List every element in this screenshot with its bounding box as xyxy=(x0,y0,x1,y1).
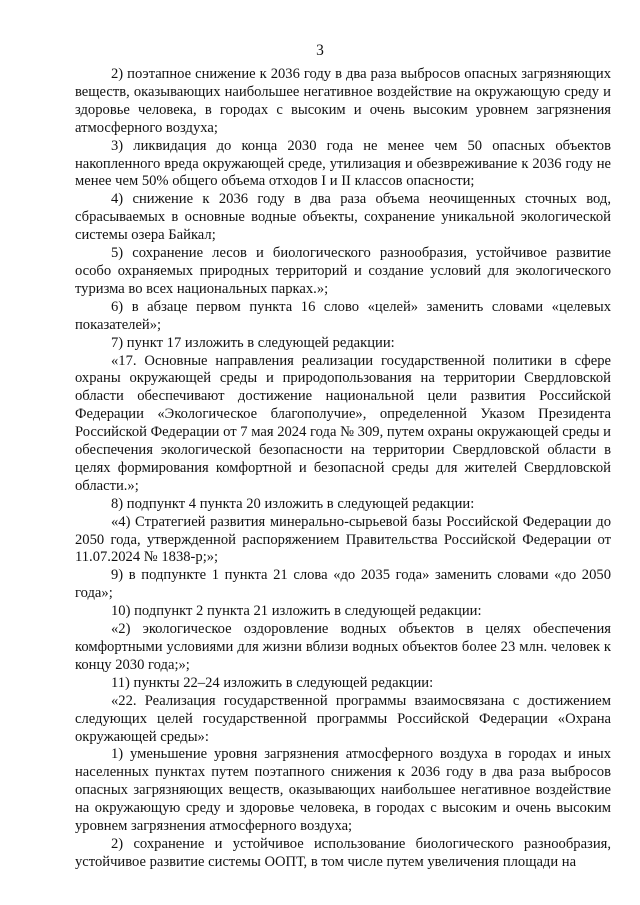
paragraph-subitem-3: 3) ликвидация до конца 2030 года не менее чем 50 опасных объектов накопленного вреда окружающей среде, утилизация и обезвреживание к 2036 году не менее чем 50% общего объема отходов I и II классов опасности; xyxy=(75,137,611,190)
document-body xyxy=(75,66,611,872)
paragraph-amendment-9: 9) в подпункте 1 пункта 21 слова «до 2035 года» заменить словами «до 2050 года»; xyxy=(75,567,611,602)
paragraph-subitem-5: 5) сохранение лесов и биологического разнообразия, устойчивое развитие особо охраняемых природных территорий и создание условий для экологического туризма во всех национальных парках.»; xyxy=(75,245,611,297)
paragraph-point-22: «22. Реализация государственной программы взаимосвязана с достижением следующих целей государственной программы Российской Федерации «Охрана окружающей среды»: xyxy=(75,692,611,745)
paragraph-amendment-6: 6) в абзаце первом пункта 16 слово «целей» заменить словами «целевых показателей»; xyxy=(75,298,611,333)
paragraph-subitem-2-water: «2) экологическое оздоровление водных объектов в целях обеспечения комфортными условиями для жизни вблизи водных объектов более 23 млн. человек к концу 2030 года;»; xyxy=(75,621,611,673)
page-number: 3 xyxy=(316,42,324,59)
paragraph-point-17: «17. Основные направления реализации государственной политики в сфере охраны окружающей среды и природопользования на территории Свердловской области обеспечивают достижение национальной цели развития Российской Федерации «Экологическое благополучие», определенной Указом Президента Российской Федерации от 7 мая 2024 года № 309, путем охраны окружающей среды и обеспечения экологической безопасности на территории Свердловской области в целях формирования комфортной и безопасной среды для жителей Свердловской области.»; xyxy=(75,352,611,494)
paragraph-subitem-4-strategy: «4) Стратегией развития минерально-сырьевой базы Российской Федерации до 2050 года, утвержденной распоряжением Правительства Российской Федерации от 11.07.2024 № 1838-р;»; xyxy=(75,513,611,566)
paragraph-goal-1: 1) уменьшение уровня загрязнения атмосферного воздуха в городах и иных населенных пунктах путем поэтапного снижения к 2036 году в два раза выбросов опасных загрязняющих веществ, оказывающих наибольшее негативное воздействие на окружающую среду и здоровье человека, в городах с высоким и очень высоким уровнем загрязнения атмосферного воздуха; xyxy=(75,746,611,835)
paragraph-amendment-10: 10) подпункт 2 пункта 21 изложить в следующей редакции: xyxy=(111,603,482,620)
paragraph-subitem-4: 4) снижение к 2036 году в два раза объема неочищенных сточных вод, сбрасываемых в основные водные объекты, сохранение уникальной экологической системы озера Байкал; xyxy=(75,191,611,244)
paragraph-amendment-8: 8) подпункт 4 пункта 20 изложить в следующей редакции: xyxy=(111,495,475,512)
paragraph-subitem-2: 2) поэтапное снижение к 2036 году в два раза выбросов опасных загрязняющих веществ, оказывающих наибольшее негативное воздействие на окружающую среду и здоровье человека, в городах с высоким и очень высоким уровнем загрязнения атмосферного воздуха; xyxy=(75,66,611,136)
paragraph-goal-2: 2) сохранение и устойчивое использование биологического разнообразия, устойчивое развитие системы ООПТ, в том числе путем увеличения площади на xyxy=(75,835,611,870)
paragraph-amendment-11: 11) пункты 22–24 изложить в следующей редакции: xyxy=(111,674,434,691)
paragraph-amendment-7: 7) пункт 17 изложить в следующей редакции: xyxy=(111,334,395,351)
